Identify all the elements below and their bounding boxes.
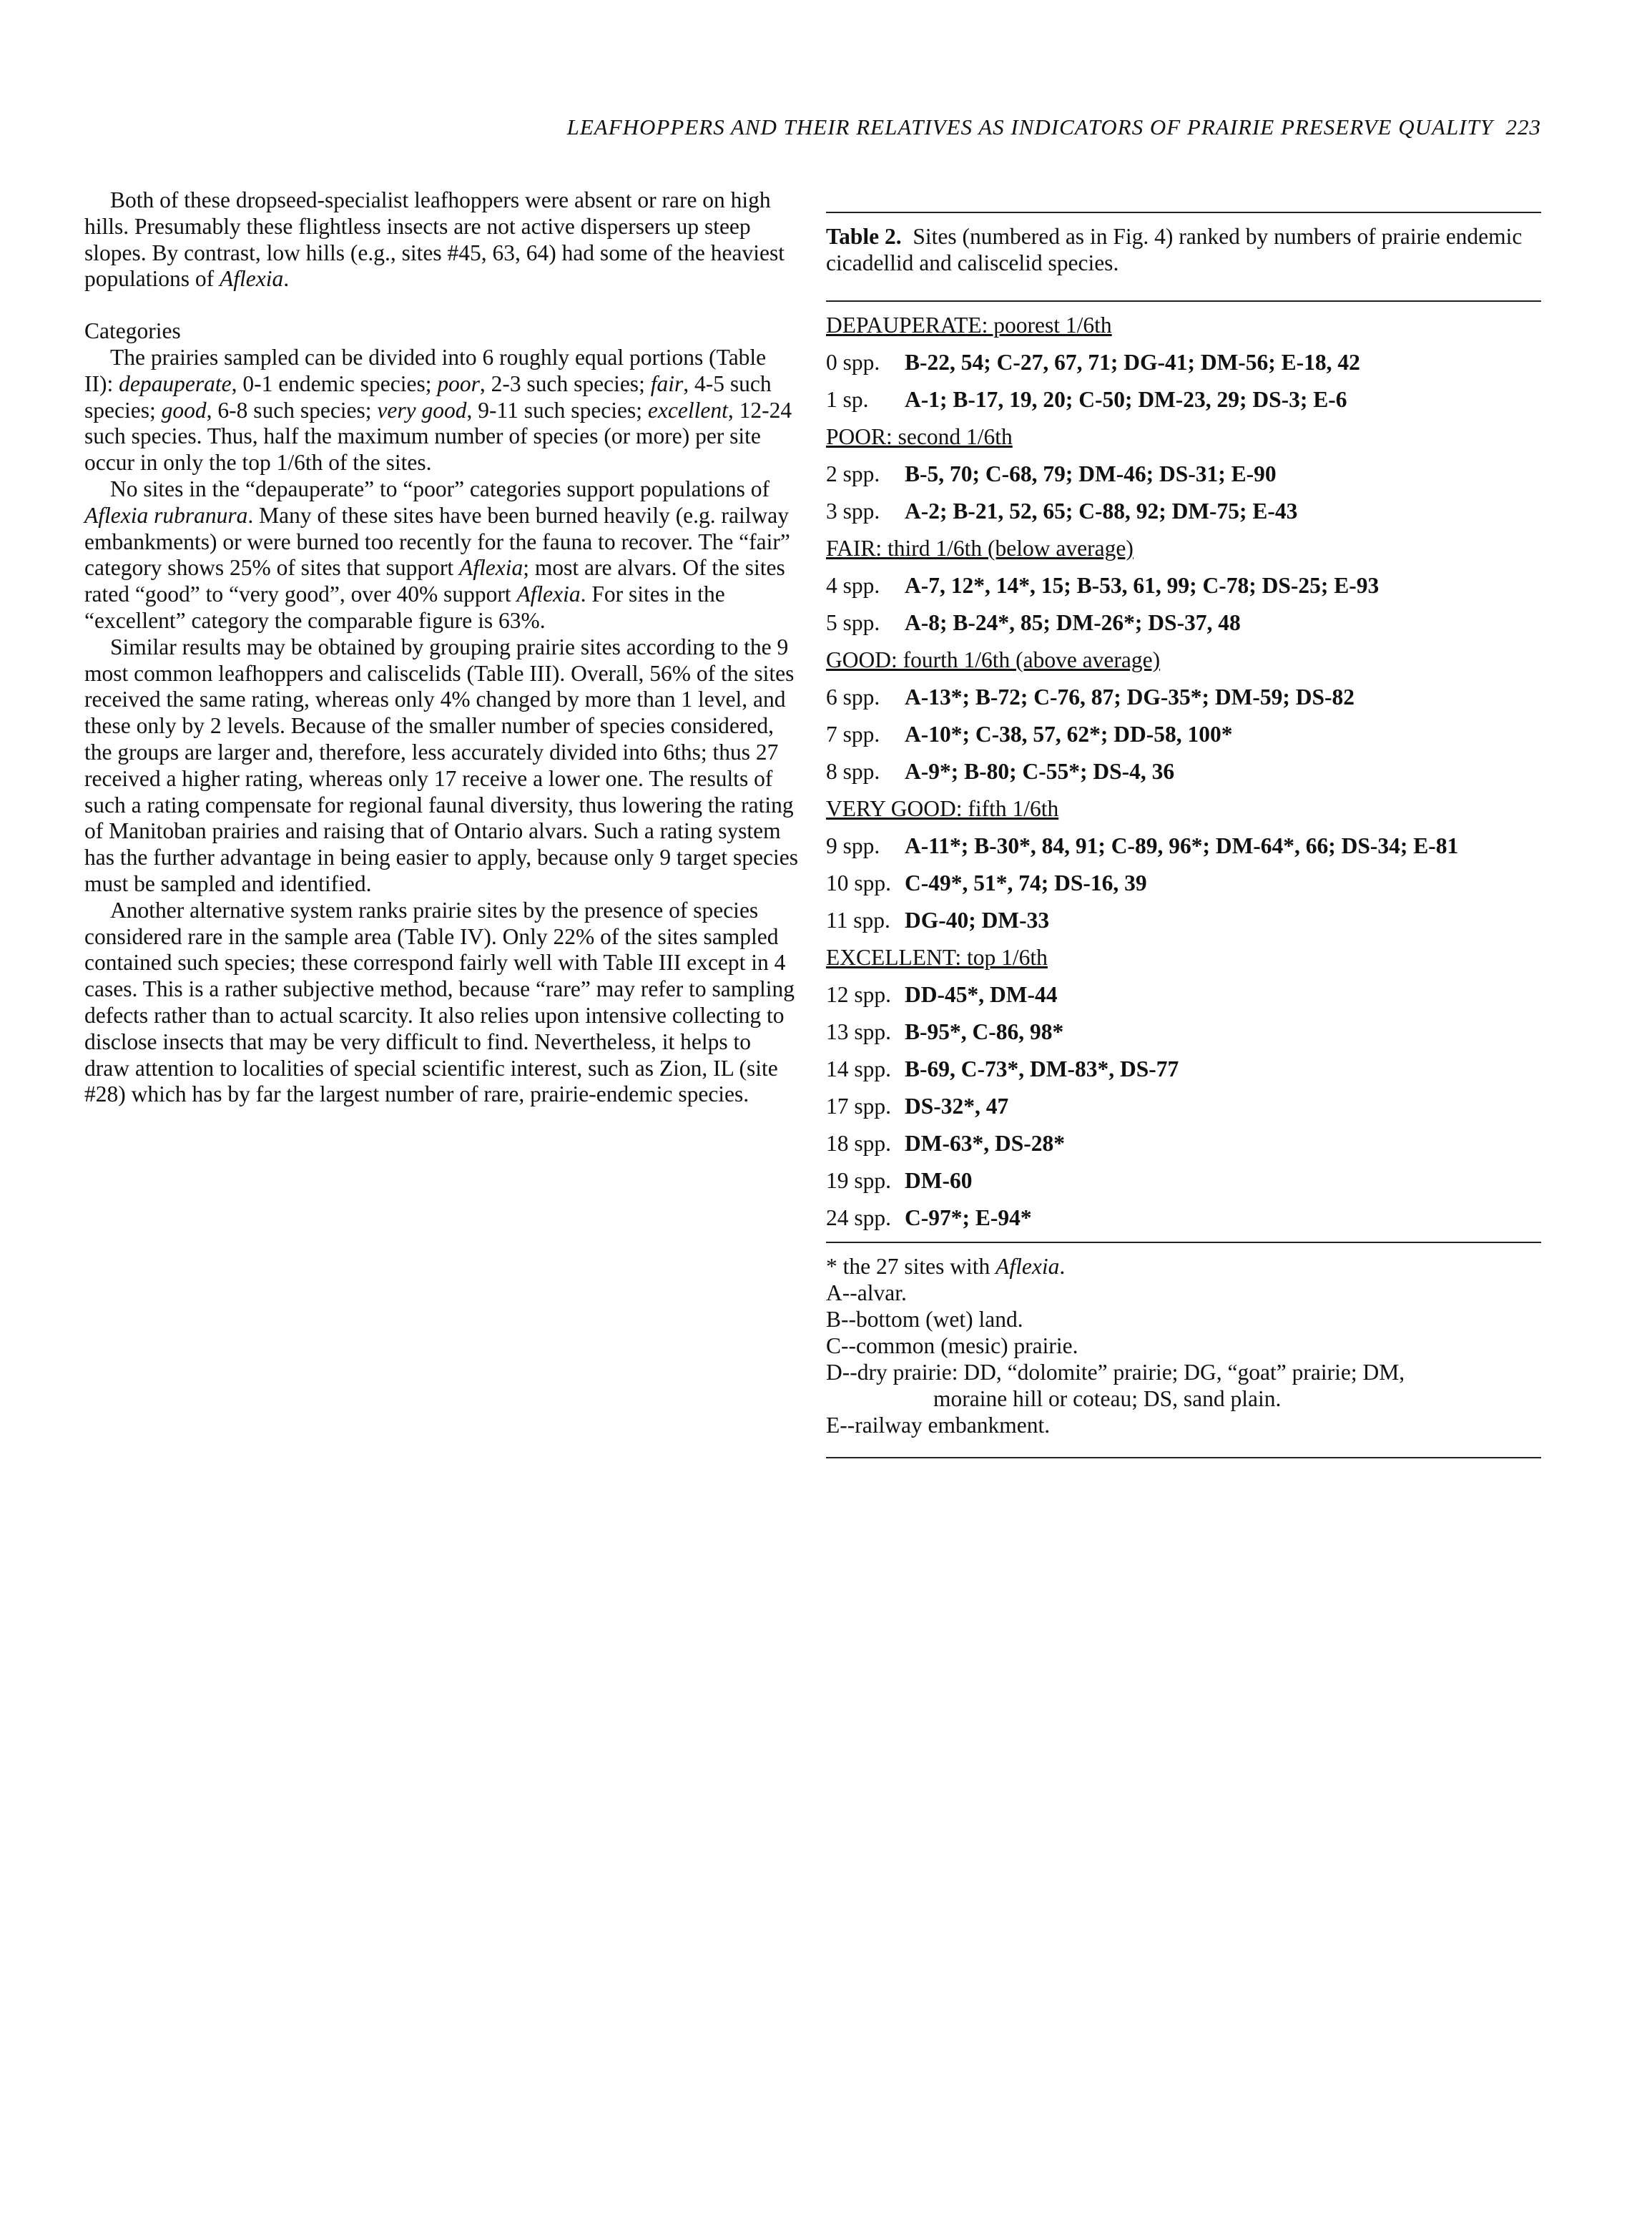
site-list: B-5, 70; C-68, 79; DM-46; DS-31; E-90 bbox=[905, 461, 1277, 486]
paragraph-categories: The prairies sampled can be divided into 6 roughly equal portions (Table II): depauperate, 0-1 endemic species; poor, 2-3 such species; fair, 4-5 such species; good, 6-8 such species; very good, 9-11 such species; excellent, 12-24 such species. Thus, half the maximum number of species (or more) per site occur in only the top 1/6th of the sites. bbox=[84, 344, 792, 476]
species-count: 6 spp. bbox=[826, 684, 880, 710]
note-bottom-land: B--bottom (wet) land. bbox=[826, 1307, 1023, 1332]
site-list: A-10*; C-38, 57, 62*; DD-58, 100* bbox=[905, 722, 1233, 747]
note-alvar: A--alvar. bbox=[826, 1280, 907, 1305]
note-asterisk: * the 27 sites with Aflexia. bbox=[826, 1254, 1066, 1279]
category-heading: GOOD: fourth 1/6th (above average) bbox=[826, 647, 1161, 672]
table-2 bbox=[826, 212, 1541, 1458]
species-count: 3 spp. bbox=[826, 499, 880, 524]
table-row bbox=[826, 721, 1541, 748]
table-row bbox=[826, 1019, 1541, 1046]
category-heading: VERY GOOD: fifth 1/6th bbox=[826, 796, 1059, 821]
table-row bbox=[826, 498, 1541, 525]
site-list: DG-40; DM-33 bbox=[905, 908, 1050, 933]
category-heading: DEPAUPERATE: poorest 1/6th bbox=[826, 313, 1112, 338]
table-bottom-rule bbox=[826, 1457, 1541, 1458]
site-list: DM-60 bbox=[905, 1168, 973, 1193]
table-row bbox=[826, 1167, 1541, 1194]
table-row bbox=[826, 1130, 1541, 1157]
table-label: Table 2. bbox=[826, 224, 902, 249]
site-list: B-22, 54; C-27, 67, 71; DG-41; DM-56; E-18, 42 bbox=[905, 350, 1360, 375]
site-list: C-49*, 51*, 74; DS-16, 39 bbox=[905, 870, 1147, 895]
species-count: 24 spp. bbox=[826, 1205, 892, 1230]
category-heading: FAIR: third 1/6th (below average) bbox=[826, 536, 1134, 561]
table-header-rule bbox=[826, 300, 1541, 302]
site-list: A-1; B-17, 19, 20; C-50; DM-23, 29; DS-3; E-6 bbox=[905, 387, 1347, 412]
species-count: 2 spp. bbox=[826, 461, 880, 486]
species-count: 17 spp. bbox=[826, 1094, 892, 1119]
table-caption: Table 2. Sites (numbered as in Fig. 4) ranked by numbers of prairie endemic cicadellid and caliscelid species. bbox=[826, 224, 1523, 275]
table-row bbox=[826, 870, 1541, 897]
site-list: DM-63*, DS-28* bbox=[905, 1131, 1065, 1156]
site-list: DD-45*, DM-44 bbox=[905, 982, 1058, 1007]
site-list: A-11*; B-30*, 84, 91; C-89, 96*; DM-64*, 66; DS-34; E-81 bbox=[905, 833, 1459, 858]
species-count: 11 spp. bbox=[826, 908, 890, 933]
note-dry-prairie: D--dry prairie: DD, “dolomite” prairie; DG, “goat” prairie; DM, bbox=[826, 1360, 1405, 1385]
running-header bbox=[429, 114, 1541, 140]
page-number: 223 bbox=[1505, 114, 1541, 139]
site-list: A-7, 12*, 14*, 15; B-53, 61, 99; C-78; DS-25; E-93 bbox=[905, 573, 1380, 598]
paragraph-hills: Both of these dropseed-specialist leafhoppers were absent or rare on high hills. Presumably these flightless insects are not active dispersers up steep slopes. By contrast, low hills (e.g., sites #45, 63, 64) had some of the heaviest populations of Aflexia. bbox=[84, 187, 785, 292]
site-list: B-95*, C-86, 98* bbox=[905, 1019, 1064, 1044]
left-column bbox=[84, 187, 800, 1108]
category-heading: EXCELLENT: top 1/6th bbox=[826, 945, 1048, 970]
table-top-rule bbox=[826, 212, 1541, 213]
species-count: 5 spp. bbox=[826, 610, 880, 635]
table-row bbox=[826, 981, 1541, 1008]
species-count: 0 spp. bbox=[826, 350, 880, 375]
table-row bbox=[826, 758, 1541, 785]
site-list: A-9*; B-80; C-55*; DS-4, 36 bbox=[905, 759, 1175, 784]
species-count: 4 spp. bbox=[826, 573, 880, 598]
table-row bbox=[826, 1056, 1541, 1083]
note-railway: E--railway embankment. bbox=[826, 1413, 1051, 1438]
species-count: 13 spp. bbox=[826, 1019, 892, 1044]
paragraph-depauperate: No sites in the “depauperate” to “poor” categories support populations of Aflexia rubranura. Many of these sites have been burned heavily (e.g. railway embankments) or were burned too recently for the fauna to recover. The “fair” category shows 25% of sites that support Aflexia; most are alvars. Of the sites rated “good” to “very good”, over 40% support Aflexia. For sites in the “excellent” category the comparable figure is 63%. bbox=[84, 476, 790, 633]
table-row bbox=[826, 461, 1541, 488]
table-body bbox=[826, 312, 1541, 1232]
table-row bbox=[826, 1204, 1541, 1232]
table-row bbox=[826, 1093, 1541, 1120]
site-list: A-13*; B-72; C-76, 87; DG-35*; DM-59; DS-82 bbox=[905, 684, 1355, 710]
species-count: 14 spp. bbox=[826, 1056, 892, 1081]
running-title: LEAFHOPPERS AND THEIR RELATIVES AS INDICATORS OF PRAIRIE PRESERVE QUALITY bbox=[566, 114, 1493, 139]
table-row bbox=[826, 572, 1541, 599]
species-count: 8 spp. bbox=[826, 759, 880, 784]
species-count: 18 spp. bbox=[826, 1131, 892, 1156]
table-row bbox=[826, 349, 1541, 376]
category-heading: POOR: second 1/6th bbox=[826, 424, 1013, 449]
site-list: A-8; B-24*, 85; DM-26*; DS-37, 48 bbox=[905, 610, 1241, 635]
species-count: 10 spp. bbox=[826, 870, 892, 895]
table-row bbox=[826, 907, 1541, 934]
site-list: A-2; B-21, 52, 65; C-88, 92; DM-75; E-43 bbox=[905, 499, 1298, 524]
site-list: B-69, C-73*, DM-83*, DS-77 bbox=[905, 1056, 1179, 1081]
species-count: 7 spp. bbox=[826, 722, 880, 747]
table-row bbox=[826, 684, 1541, 711]
site-list: C-97*; E-94* bbox=[905, 1205, 1032, 1230]
section-heading-categories: Categories bbox=[84, 318, 181, 344]
species-count: 9 spp. bbox=[826, 833, 880, 858]
species-count: 1 sp. bbox=[826, 387, 869, 412]
table-row bbox=[826, 386, 1541, 413]
table-row bbox=[826, 609, 1541, 637]
note-dry-prairie-continued: moraine hill or coteau; DS, sand plain. bbox=[933, 1386, 1282, 1411]
site-list: DS-32*, 47 bbox=[905, 1094, 1009, 1119]
species-count: 12 spp. bbox=[826, 982, 892, 1007]
species-count: 19 spp. bbox=[826, 1168, 892, 1193]
table-row bbox=[826, 833, 1541, 860]
table-notes-rule bbox=[826, 1242, 1541, 1243]
paragraph-rare-species: Another alternative system ranks prairie sites by the presence of species considered rare in the sample area (Table IV). Only 22% of the sites sampled contained such species; these correspond fairly well with Table III except in 4 cases. This is a rather subjective method, because “rare” may refer to sampling defects rather than to actual scarcity. It also relies upon intensive collecting to disclose insects that may be very difficult to find. Nevertheless, it helps to draw attention to localities of special scientific interest, such as Zion, IL (site #28) which has by far the largest number of rare, prairie-endemic species. bbox=[84, 897, 795, 1107]
note-common-prairie: C--common (mesic) prairie. bbox=[826, 1333, 1078, 1358]
paragraph-grouping: Similar results may be obtained by grouping prairie sites according to the 9 most common leafhoppers and caliscelids (Table III). Overall, 56% of the sites received the same rating, whereas only 4% changed by more than 1 level, and these only by 2 levels. Because of the smaller number of species considered, the groups are larger and, therefore, less accurately divided into 6ths; thus 27 received a higher rating, whereas only 17 receive a lower one. The results of such a rating compensate for regional faunal diversity, thus lowering the rating of Manitoban prairies and raising that of Ontario alvars. Such a rating system has the further advantage in being easier to apply, because only 9 target species must be sampled and identified. bbox=[84, 634, 799, 896]
table-notes bbox=[826, 1253, 1541, 1438]
